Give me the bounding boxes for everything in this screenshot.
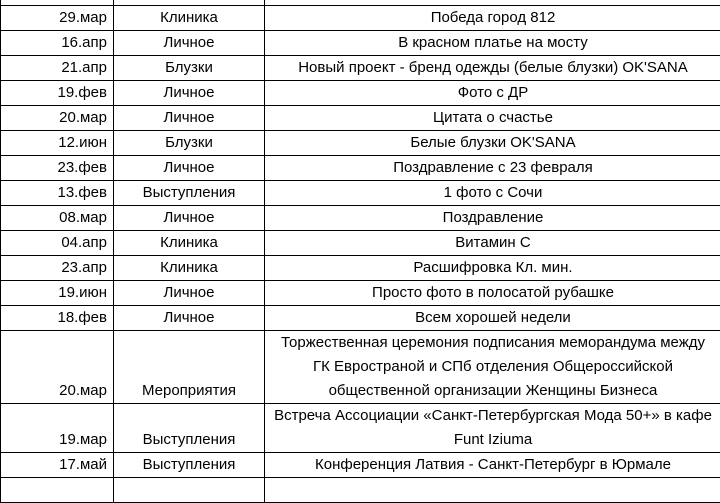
- cell-date[interactable]: 20.мар: [1, 106, 114, 131]
- table-row: [1, 181, 720, 206]
- cell-category[interactable]: Личное: [114, 281, 265, 306]
- cell-date[interactable]: 29.мар: [1, 6, 114, 31]
- cell-category[interactable]: Клиника: [114, 6, 265, 31]
- cell-category[interactable]: Блузки: [114, 56, 265, 81]
- cell-category[interactable]: Клиника: [114, 231, 265, 256]
- table-row: [1, 404, 720, 453]
- cell-date[interactable]: 19.мар: [1, 404, 114, 453]
- cell-date[interactable]: 12.июн: [1, 131, 114, 156]
- cell-title[interactable]: Всем хорошей недели: [265, 306, 720, 331]
- cell-title[interactable]: В красном платье на мосту: [265, 31, 720, 56]
- cell-title[interactable]: Конференция Латвия - Санкт-Петербург в Юрмале: [265, 453, 720, 478]
- table-row: [1, 106, 720, 131]
- table-row: [1, 281, 720, 306]
- cell-title[interactable]: Встреча Ассоциации «Санкт-Петербургская Мода 50+» в кафе Funt Iziuma: [265, 404, 720, 453]
- cell-date[interactable]: 20.мар: [1, 331, 114, 404]
- cell-title[interactable]: Новый проект - бренд одежды (белые блузки) OK'SANA: [265, 56, 720, 81]
- table-row: [1, 81, 720, 106]
- cell-date[interactable]: 18.фев: [1, 306, 114, 331]
- table-row: [1, 31, 720, 56]
- table-row: [1, 206, 720, 231]
- table-row: [1, 453, 720, 478]
- cell-category[interactable]: Личное: [114, 31, 265, 56]
- cell-category[interactable]: Выступления: [114, 181, 265, 206]
- cell-category[interactable]: Личное: [114, 206, 265, 231]
- cell-category[interactable]: Личное: [114, 156, 265, 181]
- cell-title[interactable]: Торжественная церемония подписания меморандума между ГК Евространой и СПб отделения Общероссийской общественной организации Женщины Бизнеса: [265, 331, 720, 404]
- table-row: [1, 331, 720, 404]
- cell-date[interactable]: 21.апр: [1, 56, 114, 81]
- cell-category[interactable]: Блузки: [114, 131, 265, 156]
- table-row: [1, 56, 720, 81]
- cell-date[interactable]: [1, 478, 114, 503]
- cell-category[interactable]: [114, 478, 265, 503]
- cell-date[interactable]: 19.июн: [1, 281, 114, 306]
- cell-date[interactable]: 17.май: [1, 453, 114, 478]
- cell-category[interactable]: Мероприятия: [114, 331, 265, 404]
- cell-date[interactable]: 13.фев: [1, 181, 114, 206]
- cell-date[interactable]: 23.фев: [1, 156, 114, 181]
- cell-title[interactable]: 1 фото с Сочи: [265, 181, 720, 206]
- cell-date[interactable]: 19.фев: [1, 81, 114, 106]
- cell-category[interactable]: Клиника: [114, 256, 265, 281]
- table-row: [1, 256, 720, 281]
- table-row: [1, 478, 720, 503]
- table-row: [1, 231, 720, 256]
- table-row: [1, 131, 720, 156]
- cell-title[interactable]: Цитата о счастье: [265, 106, 720, 131]
- cell-date[interactable]: 04.апр: [1, 231, 114, 256]
- cell-title[interactable]: [265, 478, 720, 503]
- table-row: [1, 306, 720, 331]
- cell-date[interactable]: 16.апр: [1, 31, 114, 56]
- cell-title[interactable]: Победа город 812: [265, 6, 720, 31]
- cell-title[interactable]: Фото с ДР: [265, 81, 720, 106]
- table-row: [1, 156, 720, 181]
- cell-date[interactable]: 08.мар: [1, 206, 114, 231]
- cell-category[interactable]: Личное: [114, 306, 265, 331]
- cell-category[interactable]: Выступления: [114, 404, 265, 453]
- cell-title[interactable]: Белые блузки OK'SANA: [265, 131, 720, 156]
- cell-title[interactable]: Поздравление с 23 февраля: [265, 156, 720, 181]
- cell-title[interactable]: Расшифровка Кл. мин.: [265, 256, 720, 281]
- cell-date[interactable]: 23.апр: [1, 256, 114, 281]
- cell-title[interactable]: Витамин С: [265, 231, 720, 256]
- cell-title[interactable]: Поздравление: [265, 206, 720, 231]
- cell-category[interactable]: Личное: [114, 106, 265, 131]
- cell-category[interactable]: Выступления: [114, 453, 265, 478]
- cell-title[interactable]: Просто фото в полосатой рубашке: [265, 281, 720, 306]
- cell-category[interactable]: Личное: [114, 81, 265, 106]
- table-row: [1, 6, 720, 31]
